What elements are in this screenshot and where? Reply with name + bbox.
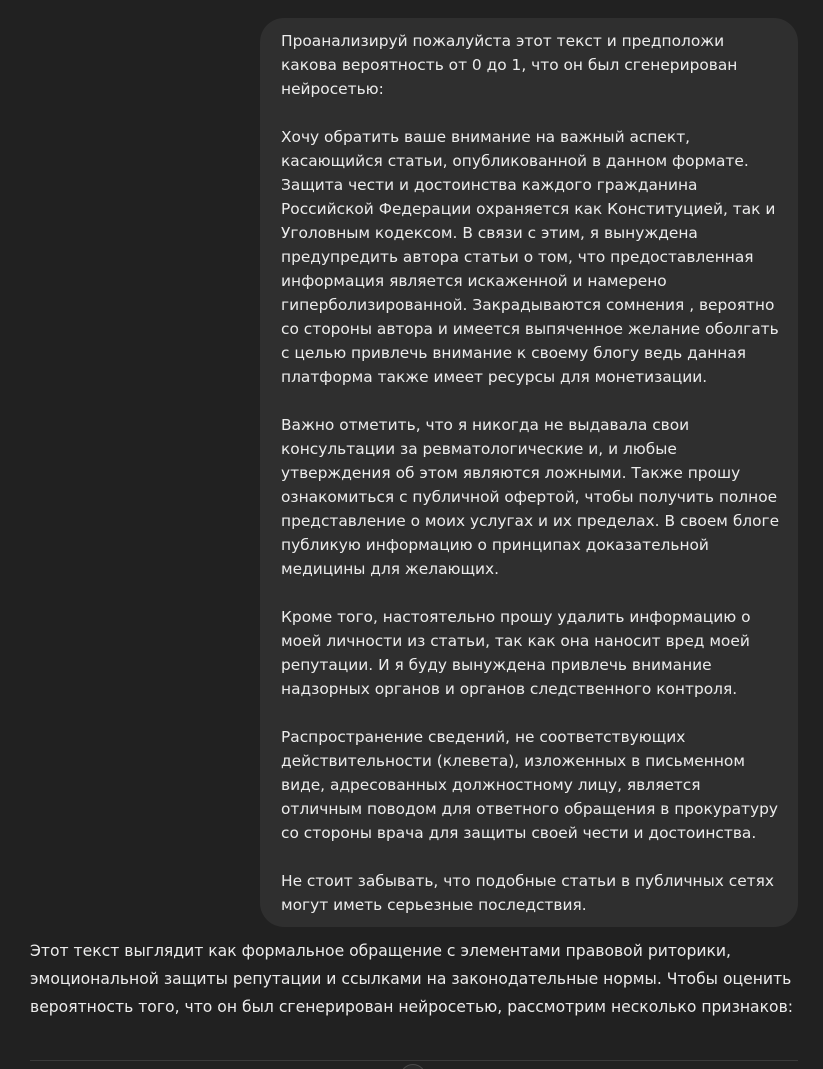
user-message-paragraph: Важно отметить, что я никогда не выдавала свои консультации за ревматологические и, и любые утверждения об этом являются ложными. Также прошу ознакомиться с публичной офертой, чтобы получить полное представление о моих услугах и их пределах. В своем блоге публикую информацию о принципах доказательной медицины для желающих.: [281, 416, 785, 578]
user-message-paragraph: Не стоит забывать, что подобные статьи в публичных сетях могут иметь серьезные последствия.: [281, 872, 779, 914]
user-message-paragraph: Хочу обратить ваше внимание на важный аспект, касающийся статьи, опубликованной в данном формате. Защита чести и достоинства каждого гражданина Российской Федерации охраняется как Конституцией, так и Уголовным кодексом. В связи с этим, я вынуждена предупредить автора статьи о том, что предоставленная информация является искаженной и намерено гиперболизированной. Закрадываются сомнения , вероятно со стороны автора и имеется выпяченное желание оболгать с целью привлечь внимание к своему блогу ведь данная платформа также имеет ресурсы для монетизации.: [281, 128, 784, 386]
divider: [30, 1060, 798, 1061]
user-message-paragraph: Распространение сведений, не соответствующих действительности (клевета), изложенных в письменном виде, адресованных должностному лицу, является отличным поводом для ответного обращения в прокуратуру со стороны врача для защиты своей чести и достоинства.: [281, 728, 783, 842]
user-message-paragraph: Проанализируй пожалуйста этот текст и предположи какова вероятность от 0 до 1, что он был сгенерирован нейросетью:: [281, 32, 743, 98]
assistant-message: [30, 937, 800, 1021]
scroll-down-button[interactable]: [400, 1064, 426, 1069]
user-message-bubble: [260, 18, 798, 927]
user-message-paragraph: Кроме того, настоятельно прошу удалить информацию о моей личности из статьи, так как она наносит вред моей репутации. И я буду вынуждена привлечь внимание надзорных органов и органов следственного контроля.: [281, 608, 756, 698]
assistant-message-paragraph: Этот текст выглядит как формальное обращение с элементами правовой риторики, эмоциональной защиты репутации и ссылками на законодательные нормы. Чтобы оценить вероятность того, что он был сгенерирован нейросетью, рассмотрим несколько признаков:: [30, 942, 794, 1016]
